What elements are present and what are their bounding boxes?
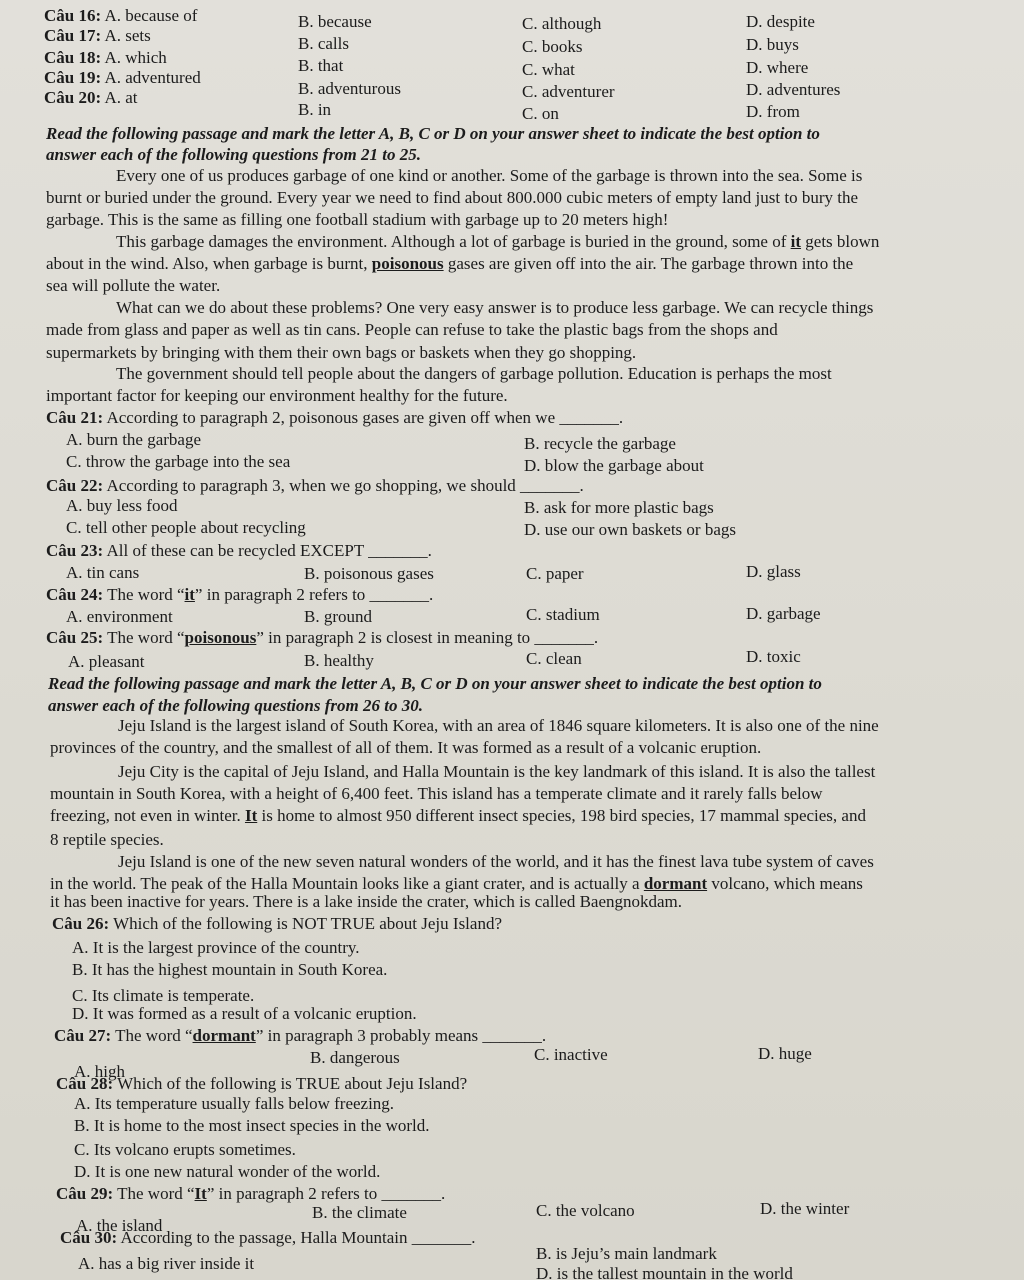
passage-line: supermarkets by bringing with them their own bags or baskets when they go shopping. (46, 343, 637, 362)
option-b: B. recycle the garbage (524, 434, 676, 453)
passage-line: mountain in South Korea, with a height of 6,400 feet. This island has a temperate climate and it rarely falls below (50, 784, 823, 803)
question-label: Câu 23: (46, 541, 104, 560)
text-span: gases are given off into the air. The garbage thrown into the (443, 254, 854, 273)
option-b: B. adventurous (298, 79, 401, 98)
option-c: C. on (522, 104, 559, 123)
underlined-word: it (184, 585, 195, 604)
question-text: According to paragraph 2, poisonous gases are given off when we _______. (106, 408, 624, 427)
option-c: C. paper (526, 564, 584, 583)
passage-line: 8 reptile species. (50, 830, 164, 849)
text-span: volcano, which means (707, 874, 863, 893)
passage-line: Every one of us produces garbage of one kind or another. Some of the garbage is thrown into the sea. Some is (116, 166, 863, 185)
option-a: A. pleasant (68, 652, 145, 671)
option-b: B. is Jeju’s main landmark (536, 1244, 717, 1263)
option-d: D. toxic (746, 647, 801, 666)
question-label: Câu 19: (44, 68, 102, 87)
question-label: Câu 27: (54, 1026, 112, 1045)
option-b: B. the climate (312, 1203, 407, 1222)
question-26 (52, 914, 502, 934)
underlined-word: It (244, 806, 258, 825)
passage-line: sea will pollute the water. (46, 276, 221, 295)
option-a: A. environment (66, 607, 173, 626)
question-28 (56, 1074, 467, 1094)
text-span: freezing, not even in winter. (50, 806, 245, 825)
question-label: Câu 29: (56, 1184, 114, 1203)
question-30 (60, 1228, 476, 1248)
text-span: in the world. The peak of the Halla Mountain looks like a giant crater, and is actually a (50, 874, 644, 893)
option-c: C. books (522, 37, 583, 56)
option-a: A. adventured (104, 68, 201, 87)
option-a: A. burn the garbage (66, 430, 202, 449)
question-label: Câu 28: (56, 1074, 114, 1093)
option-b: B. dangerous (310, 1048, 400, 1067)
option-d: D. adventures (746, 80, 841, 99)
option-a: A. Its temperature usually falls below freezing. (74, 1094, 395, 1113)
option-d: D. blow the garbage about (524, 456, 704, 475)
option-c: C. throw the garbage into the sea (66, 452, 291, 471)
option-a: A. has a big river inside it (78, 1254, 255, 1273)
question-label: Câu 26: (52, 914, 110, 933)
question-21 (46, 408, 623, 428)
option-a: A. tin cans (66, 563, 140, 582)
option-b: B. ground (304, 607, 372, 626)
option-d: D. It is one new natural wonder of the world. (74, 1162, 381, 1181)
option-d: D. garbage (746, 604, 821, 623)
question-label: Câu 24: (46, 585, 104, 604)
question-text: Which of the following is TRUE about Jeju Island? (117, 1074, 468, 1093)
option-b: B. poisonous gases (304, 564, 434, 583)
text-span: is home to almost 950 different insect species, 198 bird species, 17 mammal species, and (257, 806, 866, 825)
option-d: D. It was formed as a result of a volcanic eruption. (72, 1004, 417, 1023)
option-b: B. ask for more plastic bags (524, 498, 714, 517)
instruction-line: Read the following passage and mark the letter A, B, C or D on your answer sheet to indicate the best option to (46, 124, 820, 143)
text-span: The word “ (117, 1184, 195, 1203)
question-label: Câu 20: (44, 88, 102, 107)
text-span: gets blown (801, 232, 880, 251)
question-text: All of these can be recycled EXCEPT _______. (106, 541, 432, 560)
option-d: D. is the tallest mountain in the world (536, 1264, 793, 1280)
option-a: A. at (104, 88, 138, 107)
text-span: ” in paragraph 2 refers to _______. (206, 1184, 446, 1203)
option-b: B. in (298, 100, 332, 119)
question-27 (54, 1026, 546, 1046)
option-c: C. inactive (534, 1045, 608, 1064)
passage-line: Jeju City is the capital of Jeju Island, and Halla Mountain is the key landmark of this island. It is also the tallest (118, 762, 876, 781)
instruction-line: answer each of the following questions from 26 to 30. (48, 696, 423, 715)
passage-line: What can we do about these problems? One very easy answer is to produce less garbage. We can recycle things (116, 298, 874, 317)
passage-line (50, 874, 863, 894)
question-text: Which of the following is NOT TRUE about Jeju Island? (113, 914, 503, 933)
question-label: Câu 25: (46, 628, 104, 647)
question-label: Câu 21: (46, 408, 104, 427)
option-a: A. buy less food (66, 496, 178, 515)
option-c: C. stadium (526, 605, 600, 624)
passage-line (50, 806, 866, 826)
instruction-line: Read the following passage and mark the letter A, B, C or D on your answer sheet to indicate the best option to (48, 674, 822, 693)
question-23 (46, 541, 432, 561)
text-span: The word “ (115, 1026, 193, 1045)
question-text: According to paragraph 3, when we go shopping, we should _______. (106, 476, 584, 495)
underlined-word: it (790, 232, 802, 251)
option-c: C. what (522, 60, 575, 79)
underlined-word: poisonous (184, 628, 257, 647)
passage-line: Jeju Island is the largest island of South Korea, with an area of 1846 square kilometers. It is also one of the nine (118, 716, 879, 735)
question-label: Câu 16: (44, 6, 102, 25)
option-c: C. clean (526, 649, 582, 668)
underlined-word: It (194, 1184, 207, 1203)
option-a: A. which (104, 48, 167, 67)
question-24 (46, 585, 433, 605)
passage-line (116, 232, 879, 252)
option-b: B. calls (298, 34, 349, 53)
option-c: C. adventurer (522, 82, 615, 101)
underlined-word: dormant (192, 1026, 256, 1045)
option-d: D. where (746, 58, 809, 77)
option-a: A. the island (76, 1216, 163, 1235)
question-label: Câu 17: (44, 26, 102, 45)
text-span: The word “ (107, 628, 185, 647)
question-label: Câu 18: (44, 48, 102, 67)
text-span: ” in paragraph 3 probably means _______. (255, 1026, 547, 1045)
question-text: According to the passage, Halla Mountain _______. (120, 1228, 476, 1247)
option-d: D. huge (758, 1044, 812, 1063)
text-span: about in the wind. Also, when garbage is burnt, (46, 254, 372, 273)
option-d: D. despite (746, 12, 815, 31)
option-b: B. because (298, 12, 372, 31)
question-29 (56, 1184, 445, 1204)
passage-line: important factor for keeping our environment healthy for the future. (46, 386, 508, 405)
passage-line: burnt or buried under the ground. Every year we need to find about 800.000 cubic meters of empty land just to bury the (46, 188, 859, 207)
passage-line: it has been inactive for years. There is a lake inside the crater, which is called Baengnokdam. (50, 892, 683, 911)
passage-line: provinces of the country, and the smallest of all of them. It was formed as a result of a volcanic eruption. (50, 738, 762, 757)
question-label: Câu 22: (46, 476, 104, 495)
option-a: A. because of (104, 6, 198, 25)
question-label: Câu 30: (60, 1228, 118, 1247)
passage-line: Jeju Island is one of the new seven natural wonders of the world, and it has the finest lava tube system of caves (118, 852, 874, 871)
passage-line (46, 254, 853, 274)
option-a: A. sets (104, 26, 151, 45)
text-span: ” in paragraph 2 refers to _______. (194, 585, 434, 604)
option-b: B. healthy (304, 651, 374, 670)
option-c: C. tell other people about recycling (66, 518, 306, 537)
question-25 (46, 628, 598, 648)
option-b: B. It has the highest mountain in South Korea. (72, 960, 388, 979)
option-c: C. Its climate is temperate. (72, 986, 255, 1005)
option-c: C. although (522, 14, 602, 33)
option-c: C. Its volcano erupts sometimes. (74, 1140, 296, 1159)
option-d: D. the winter (760, 1199, 850, 1218)
instruction-line: answer each of the following questions from 21 to 25. (46, 145, 421, 164)
option-d: D. buys (746, 35, 799, 54)
option-b: B. It is home to the most insect species in the world. (74, 1116, 430, 1135)
text-span: The word “ (107, 585, 185, 604)
option-c: C. the volcano (536, 1201, 635, 1220)
passage-line: The government should tell people about the dangers of garbage pollution. Education is perhaps the most (116, 364, 832, 383)
passage-line: made from glass and paper as well as tin cans. People can refuse to take the plastic bags from the shops and (46, 320, 778, 339)
option-d: D. from (746, 102, 800, 121)
text-span: ” in paragraph 2 is closest in meaning to _______. (256, 628, 599, 647)
text-span: This garbage damages the environment. Although a lot of garbage is buried in the ground, some of (116, 232, 791, 251)
option-a: A. high (74, 1062, 125, 1081)
option-d: D. use our own baskets or bags (524, 520, 736, 539)
option-a: A. It is the largest province of the country. (72, 938, 360, 957)
question-22 (46, 476, 584, 496)
underlined-word: poisonous (371, 254, 444, 273)
option-d: D. glass (746, 562, 801, 581)
underlined-word: dormant (643, 874, 708, 893)
passage-line: garbage. This is the same as filling one football stadium with garbage up to 20 meters high! (46, 210, 669, 229)
option-b: B. that (298, 56, 344, 75)
